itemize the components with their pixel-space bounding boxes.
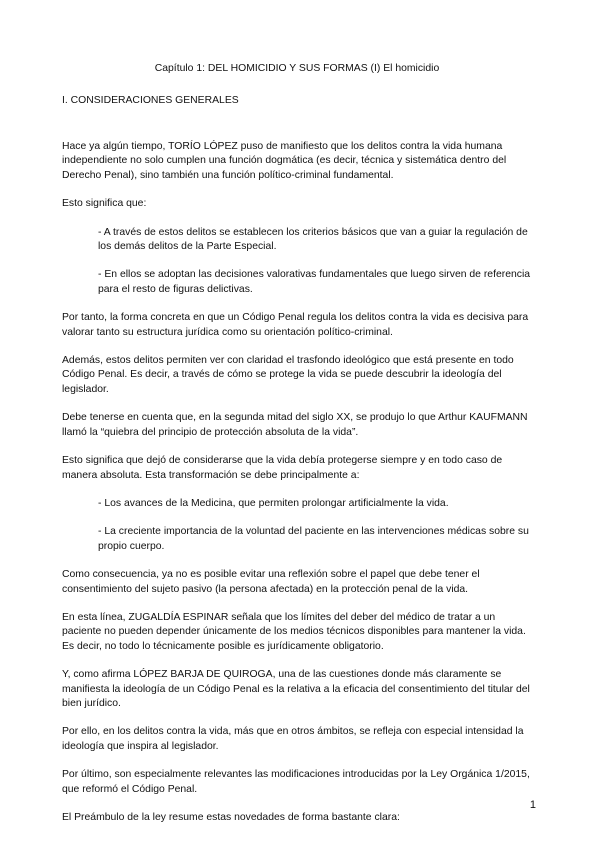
paragraph: Y, como afirma LÓPEZ BARJA DE QUIROGA, una de las cuestiones donde más claramente se manifiesta la ideología de un Código Penal es la relativa a la eficacia del consentimiento del titular del bien jurídico.: [62, 669, 530, 709]
bullet-item: - En ellos se adoptan las decisiones valorativas fundamentales que luego sirven de referencia para el resto de figuras delictivas.: [98, 269, 531, 295]
bullet-item: - A través de estos delitos se establecen los criterios básicos que van a guiar la regulación de los demás delitos de la Parte Especial.: [98, 226, 528, 253]
paragraph: Además, estos delitos permiten ver con claridad el trasfondo ideológico que está presente en todo Código Penal. Es decir, a través de cómo se protege la vida se puede descubrir la ideología del legislador.: [62, 355, 514, 395]
chapter-title: Capítulo 1: DEL HOMICIDIO Y SUS FORMAS (I) El homicidio: [154, 63, 440, 74]
bullet-item: - Los avances de la Medicina, que permiten prolongar artificialmente la vida.: [98, 497, 449, 509]
paragraph: Hace ya algún tiempo, TORÍO LÓPEZ puso de manifiesto que los delitos contra la vida humana independiente no solo cumplen una función dogmática (es decir, técnica y sistemática dentro del Derecho Penal), sino también una función político-criminal fundamental.: [62, 141, 507, 181]
document-body: [62, 140, 532, 825]
paragraph: Por último, son especialmente relevantes las modificaciones introducidas por la Ley Orgánica 1/2015, que reformó el Código Penal.: [62, 769, 530, 795]
paragraph: En esta línea, ZUGALDÍA ESPINAR señala que los límites del deber del médico de tratar a un paciente no pueden depender únicamente de los medios técnicos disponibles para mantener la vida. Es decir, no todo lo técnicamente posible es jurídicamente obligatorio.: [62, 611, 526, 652]
page-number: 1: [529, 799, 536, 811]
paragraph: Debe tenerse en cuenta que, en la segunda mitad del siglo XX, se produjo lo que Arthur KAUFMANN llamó la “quiebra del principio de protección absoluta de la vida”.: [62, 412, 528, 438]
paragraph: Como consecuencia, ya no es posible evitar una reflexión sobre el papel que debe tener el consentimiento del sujeto pasivo (la persona afectada) en la protección penal de la vida.: [62, 569, 480, 595]
section-heading: I. CONSIDERACIONES GENERALES: [62, 95, 239, 106]
paragraph: Esto significa que:: [62, 198, 147, 210]
bullet-item: - La creciente importancia de la voluntad del paciente en las intervenciones médicas sobre su propio cuerpo.: [98, 526, 529, 552]
paragraph: Esto significa que dejó de considerarse que la vida debía protegerse siempre y en todo caso de manera absoluta. Esta transformación se debe principalmente a:: [62, 455, 503, 481]
paragraph: Por ello, en los delitos contra la vida, más que en otros ámbitos, se refleja con especial intensidad la ideología que inspira al legislador.: [62, 726, 524, 752]
paragraph: Por tanto, la forma concreta en que un Código Penal regula los delitos contra la vida es decisiva para valorar tanto su estructura jurídica como su orientación político-criminal.: [62, 312, 529, 338]
paragraph: El Preámbulo de la ley resume estas novedades de forma bastante clara:: [62, 812, 400, 823]
